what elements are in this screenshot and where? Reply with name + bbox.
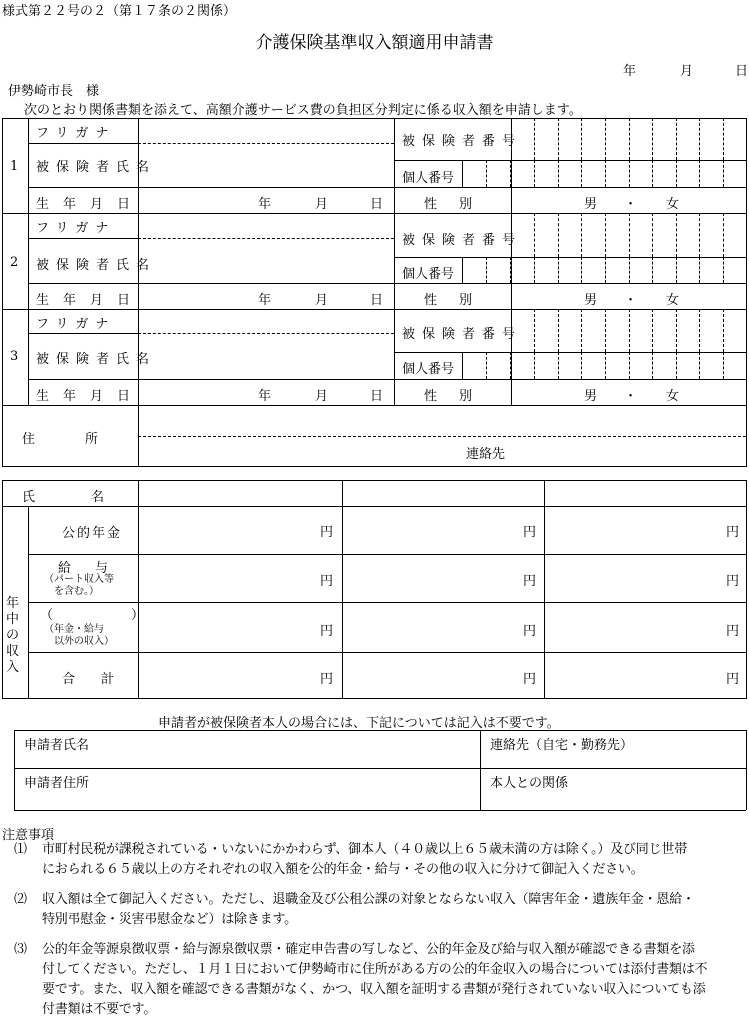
sex-label-3: 性別 bbox=[424, 389, 495, 404]
note-number: ⑴ bbox=[14, 842, 28, 857]
yen-unit: 円 bbox=[320, 624, 334, 639]
other-income-note: （年金・給与 以外の収入） bbox=[44, 624, 114, 647]
sex-dot-1: ・ bbox=[624, 197, 638, 212]
personal-number-label-2: 個人番号 bbox=[402, 267, 455, 282]
annual-income-side-label: 年中の収入 bbox=[6, 596, 20, 675]
yen-unit: 円 bbox=[320, 672, 334, 687]
yen-unit: 円 bbox=[320, 574, 334, 589]
birth-label-1: 生年月日 bbox=[36, 197, 145, 212]
furigana-label-1: フリガナ bbox=[36, 126, 116, 141]
addressee: 伊勢崎市長 様 bbox=[8, 84, 100, 99]
note-number: ⑶ bbox=[14, 942, 28, 957]
address-label: 住所 bbox=[22, 432, 149, 447]
row-number-2: 2 bbox=[10, 255, 19, 270]
total-label: 合計 bbox=[62, 672, 141, 687]
sex-dot-3: ・ bbox=[624, 389, 638, 404]
insured-name-label-2: 被保険者氏名 bbox=[36, 258, 157, 273]
applicant-name-label: 申請者氏名 bbox=[24, 738, 90, 753]
salary-note: （パート収入等 を含む。） bbox=[44, 574, 114, 597]
notes-heading: 注意事項 bbox=[2, 828, 55, 843]
yen-unit: 円 bbox=[523, 672, 537, 687]
sex-female-1: 女 bbox=[666, 197, 680, 212]
personal-number-label-3: 個人番号 bbox=[402, 362, 455, 377]
sex-label-2: 性別 bbox=[424, 293, 495, 308]
yen-unit: 円 bbox=[726, 574, 740, 589]
note-number: ⑵ bbox=[14, 892, 28, 907]
furigana-label-3: フリガナ bbox=[36, 317, 116, 332]
birth-label-3: 生年月日 bbox=[36, 389, 145, 404]
row-number-3: 3 bbox=[10, 349, 19, 364]
note-text: 市町村民税が課税されている・いないにかかわらず、御本人（４０歳以上６５歳未満の方は除く。）及び同じ世帯 におられる６５歳以上の方それぞれの収入額を公的年金・給与・その他の収入に分けて御記入ください。 bbox=[42, 842, 688, 877]
applicant-contact-label: 連絡先（自宅・勤務先） bbox=[490, 738, 634, 753]
salary-label: 給与 bbox=[58, 561, 133, 576]
yen-unit: 円 bbox=[726, 624, 740, 639]
birth-month-1: 月 bbox=[315, 197, 329, 212]
birth-year-3: 年 bbox=[258, 389, 272, 404]
birth-label-2: 生年月日 bbox=[36, 293, 145, 308]
birth-month-2: 月 bbox=[315, 293, 329, 308]
yen-unit: 円 bbox=[320, 525, 334, 540]
income-name-label: 氏名 bbox=[22, 490, 161, 505]
insured-name-label-3: 被保険者氏名 bbox=[36, 352, 157, 367]
date-year: 年 bbox=[623, 64, 637, 79]
birth-day-1: 日 bbox=[370, 197, 384, 212]
insured-number-label-2: 被保険者番号 bbox=[402, 233, 523, 248]
form-number: 様式第２２号の２（第１７条の２関係） bbox=[2, 4, 237, 19]
birth-month-3: 月 bbox=[315, 389, 329, 404]
date-month: 月 bbox=[680, 64, 694, 79]
yen-unit: 円 bbox=[726, 525, 740, 540]
applicant-relation-label: 本人との関係 bbox=[490, 776, 569, 791]
birth-day-3: 日 bbox=[370, 389, 384, 404]
note-text: 収入額は全て御記入ください。ただし、退職金及び公租公課の対象とならない収入（障害年金・遺族年金・恩給・ 特別弔慰金・災害弔慰金など）は除きます。 bbox=[42, 892, 695, 927]
pension-label: 公的年金 bbox=[62, 526, 123, 541]
insured-number-label-3: 被保険者番号 bbox=[402, 327, 523, 342]
yen-unit: 円 bbox=[523, 574, 537, 589]
insured-name-label-1: 被保険者氏名 bbox=[36, 160, 157, 175]
note-text: 公的年金等源泉徴収票・給与源泉徴収票・確定申告書の写しなど、公的年金及び給与収入額が確認できる書類を添 付してください。ただし、１月１日において伊勢崎市に住所がある方の公的年金収入の場合については添付書類は不 要です。また、収入額を確認できる書類がなく、かつ、収入額を証明する書類が発行されていない収入についても添 付書類は不要です。 bbox=[42, 942, 708, 1017]
other-income-paren: （ ） bbox=[40, 608, 145, 623]
birth-year-2: 年 bbox=[258, 293, 272, 308]
birth-day-2: 日 bbox=[370, 293, 384, 308]
intro-text: 次のとおり関係書類を添えて、高額介護サービス費の負担区分判定に係る収入額を申請します。 bbox=[24, 103, 582, 118]
row-number-1: 1 bbox=[10, 159, 19, 174]
personal-number-label-1: 個人番号 bbox=[402, 171, 455, 186]
sex-male-1: 男 bbox=[584, 197, 598, 212]
sex-female-3: 女 bbox=[666, 389, 680, 404]
applicant-address-label: 申請者住所 bbox=[24, 776, 90, 791]
sex-male-2: 男 bbox=[584, 293, 598, 308]
insured-number-label-1: 被保険者番号 bbox=[402, 134, 523, 149]
sex-female-2: 女 bbox=[666, 293, 680, 308]
address-contact-label: 連絡先 bbox=[466, 447, 506, 462]
birth-year-1: 年 bbox=[258, 197, 272, 212]
sex-label-1: 性別 bbox=[424, 197, 495, 212]
yen-unit: 円 bbox=[726, 672, 740, 687]
furigana-label-2: フリガナ bbox=[36, 221, 116, 236]
date-day: 日 bbox=[735, 64, 749, 79]
sex-male-3: 男 bbox=[584, 389, 598, 404]
applicant-note: 申請者が被保険者本人の場合には、下記については記入は不要です。 bbox=[158, 716, 560, 731]
yen-unit: 円 bbox=[523, 525, 537, 540]
sex-dot-2: ・ bbox=[624, 293, 638, 308]
yen-unit: 円 bbox=[523, 624, 537, 639]
page-title: 介護保険基準収入額適用申請書 bbox=[255, 33, 494, 53]
